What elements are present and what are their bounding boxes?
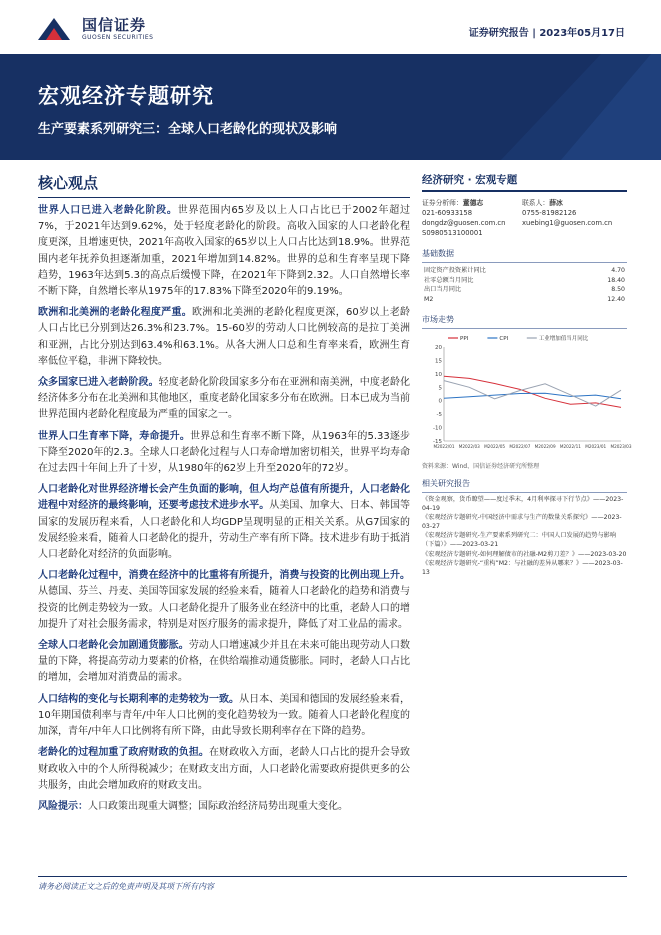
paragraph-body: 从日本、美国和德国的发展经验来看，10年期国债利率与青年/中年人口比例的变化趋势较为一致。随着人口老龄化程度的加深，青年/中年人口比例将有所下降，由此导致长期利率存在下降的趋势。 <box>38 693 411 738</box>
disclaimer: 请务必阅读正文之后的免责声明及其项下所有内容 <box>38 882 214 891</box>
paragraph-body: 劳动人口增速减少并且在未来可能出现劳动人口数量的下降，将提高劳动力要素的价格，在供给端推动通货膨胀。同时，老龄人口占比的增加，会增加对消费品的需求。 <box>38 640 411 684</box>
x-tick-label: M2022/07 <box>509 444 531 449</box>
market-trend-chart <box>422 331 632 459</box>
paragraph <box>38 745 410 794</box>
divider <box>422 262 627 263</box>
paragraph <box>38 568 410 633</box>
paragraph <box>38 429 410 478</box>
y-tick-label: 10 <box>435 371 442 378</box>
divider <box>38 876 627 877</box>
basic-data-label: 固定资产投资累计同比 <box>424 267 486 274</box>
logo-mark-icon <box>34 12 74 46</box>
legend-label: PPI <box>460 336 469 342</box>
related-report[interactable]: 《宏观经济专题研究-如何理解债市的社融-M2剪刀差？》——2023-03-20 <box>422 550 627 558</box>
analyst-name: 薛冰 <box>549 199 563 207</box>
paragraph <box>38 638 410 687</box>
trend-chart-svg <box>422 331 632 459</box>
paragraph-lead: 世界人口已进入老龄化阶段。 <box>38 205 178 216</box>
chart-source: 资料来源：Wind、国信证券经济研究所整理 <box>422 463 540 470</box>
related-report[interactable]: 《宏观经济专题研究-生产要素系列研究二：中国人口发展的趋势与影响（下篇）》——2023-03-21 <box>422 532 617 548</box>
related-report[interactable]: 《资金观察，货币瞭望——度过季末，4月利率探寻下行节点》——2023-04-19 <box>422 496 624 512</box>
report-meta <box>469 24 625 39</box>
paragraph <box>38 375 410 424</box>
basic-data-label: 出口当月同比 <box>424 286 462 293</box>
title-banner <box>0 54 661 160</box>
related-report[interactable]: 《宏观经济专题研究-“重构”M2：与社融的差异从哪来？》——2023-03-13 <box>422 560 623 576</box>
basic-data-table <box>422 266 627 304</box>
logo <box>34 12 214 46</box>
basic-data-row <box>422 266 627 276</box>
page-footer <box>38 876 627 892</box>
analyst-email[interactable]: xuebing1@guosen.com.cn <box>522 219 613 227</box>
series-line-0 <box>444 376 621 407</box>
analyst-info <box>422 198 627 238</box>
sidebar-title: 经济研究 · 宏观专题 <box>422 174 518 186</box>
y-tick-label: -15 <box>433 439 442 445</box>
report-type: 证券研究报告 <box>468 28 529 39</box>
basic-data-value: 4.70 <box>611 267 625 274</box>
x-tick-label: M2022/01 <box>433 444 455 449</box>
analyst-role: 证券分析师： <box>422 199 463 207</box>
analyst-phone: 0755-81982126 <box>522 209 577 217</box>
paragraph-lead: 欧洲和北美洲的老龄化程度严重。 <box>38 307 192 319</box>
paragraph <box>38 692 410 741</box>
analyst-name: 董德志 <box>462 199 484 207</box>
paragraph-body: 欧洲和北美洲的老龄化程度更深，60岁以上老龄人口占比已分别到达26.3%和23.7%。15-60岁的劳动人口比例较高的是拉丁美洲和亚洲，占比分别达到63.4%和63.1%。从各大洲人口总和生育率来看，欧洲生育率低位平稳，非洲下降较快。 <box>38 307 411 367</box>
page-title: 宏观经济专题研究 <box>38 84 214 108</box>
analyst <box>422 198 522 238</box>
y-tick-label: 0 <box>438 398 442 405</box>
core-views <box>38 172 410 820</box>
analyst-cert: S0980513100001 <box>422 229 483 237</box>
legend-label: 工业增加值当月同比 <box>538 336 589 342</box>
basic-data-row <box>422 295 627 305</box>
divider <box>422 492 627 493</box>
sidebar <box>422 172 632 578</box>
market-trend-title: 市场走势 <box>422 315 454 324</box>
x-tick-label: M2023/03 <box>610 444 632 449</box>
basic-data-row <box>422 285 627 295</box>
paragraph-body: 世界范围内65岁及以上人口占比已于2002年超过7%，于2021年达到9.62%，处于轻度老龄化的阶段。高收入国家的人口老龄化程度更深，且增速更快，2021年高收入国家的65岁以上人口占比达到18.9%。世界范围内老年抚养负担逐渐加重，2021年增加到14.82%。世界的总和生育率呈现下降趋势，1963年达到5.3的高点后缓慢下降，在2021年下降到2.32。人口自然增长率不断下降，自然增长率从1975年的17.83%下降至2020年的9.19%。 <box>38 205 410 298</box>
related-reports-title: 相关研究报告 <box>422 479 470 488</box>
divider <box>38 197 410 198</box>
paragraph-lead: 全球人口老龄化会加剧通货膨胀。 <box>38 640 189 652</box>
divider <box>422 328 627 329</box>
risk-lead: 风险提示： <box>38 800 88 812</box>
y-tick-label: -10 <box>433 425 442 432</box>
paragraph-lead: 老龄化的过程加重了政府财政的负担。 <box>38 747 209 759</box>
paragraph-body: 从德国、芬兰、丹麦、美国等国家发展的经验来看，随着人口老龄化的趋势和消费与投资的比例走势较为一致。人口老龄化提升了服务业在经济中的比重，老龄人口的增加提升了对社会服务需求，特别是对医疗服务的需求提升，降低了对工业品的需求。 <box>38 586 410 630</box>
paragraph <box>38 305 410 370</box>
x-tick-label: M2022/11 <box>559 444 581 449</box>
report-date: 2023年05月17日 <box>539 28 625 39</box>
y-tick-label: 15 <box>435 358 442 365</box>
analyst-phone: 021-60933158 <box>422 209 473 217</box>
x-tick-label: M2022/03 <box>458 444 480 449</box>
banner-decoration-icon <box>461 54 661 160</box>
y-tick-label: -5 <box>436 412 442 419</box>
basic-data-label: 社零总额当月同比 <box>424 276 474 284</box>
paragraph-lead: 世界人口生育率下降，寿命提升。 <box>38 430 190 442</box>
paragraph-body: 从美国、加拿大、日本、韩国等国家的发展历程来看，人口老龄化和人均GDP呈现明显的正相关关系。从G7国家的发展经验来看，随着人口老龄化的提升，劳动生产率有所下降。技术进步有助于抵消人口老龄化对经济的负面影响。 <box>38 500 411 561</box>
paragraph-lead: 人口结构的变化与长期利率的走势较为一致。 <box>38 693 240 705</box>
y-tick-label: 5 <box>438 385 442 392</box>
section-title: 核心观点 <box>38 174 99 192</box>
x-tick-label: M2023/01 <box>585 444 607 449</box>
analyst-email[interactable]: dongdz@guosen.com.cn <box>422 219 506 227</box>
basic-data-value: 18.40 <box>607 276 625 284</box>
risk-warning <box>38 799 410 815</box>
divider <box>422 190 627 192</box>
basic-data-row <box>422 276 627 286</box>
x-tick-label: M2022/05 <box>484 444 506 449</box>
y-tick-label: 20 <box>435 345 442 351</box>
basic-data-value: 12.40 <box>607 295 625 303</box>
paragraph <box>38 203 410 300</box>
basic-data-value: 8.50 <box>611 286 625 293</box>
basic-data-label: M2 <box>424 295 434 303</box>
risk-body: 人口政策出现重大调整；国际政治经济局势出现重大变化。 <box>88 800 348 812</box>
logo-text: 国信证券 <box>82 16 147 34</box>
related-report[interactable]: 《宏观经济专题研究-中国经济中需求与生产的数量关系探究》——2023-03-27 <box>422 514 622 530</box>
paragraph <box>38 482 410 563</box>
paragraph-lead: 人口老龄化对世界经济增长会产生负面的影响，但人均产总值有所提升，人口老龄化进程中对经济的最终影响，还要考虑技术进步水平。 <box>38 484 410 512</box>
logo-subtext: GUOSEN SECURITIES <box>82 34 154 41</box>
analyst-role: 联系人： <box>522 199 550 207</box>
paragraph-body: 在财政收入方面，老龄人口占比的提升会导致财政收入中的个人所得税减少；在财政支出方面，人口老龄化需要政府提供更多的公共服务，由此会增加政府的财政支出。 <box>38 747 411 791</box>
legend-label: CPI <box>499 336 509 342</box>
x-tick-label: M2022/09 <box>534 444 556 449</box>
page-subtitle: 生产要素系列研究三：全球人口老龄化的现状及影响 <box>38 122 338 137</box>
paragraph-body: 轻度老龄化阶段国家多分布在亚洲和南美洲，中度老龄化经济体多分布在北美洲和其他地区，重度老龄化国家多分布在欧洲。日本已成为当前世界范围内老龄化程度最为严重的国家之一。 <box>38 377 411 421</box>
paragraph-lead: 众多国家已进入老龄阶段。 <box>38 377 159 389</box>
analyst <box>522 198 622 238</box>
paragraph-body: 世界总和生育率不断下降，从1963年的5.33逐步下降至2020年的2.3。全球人口老龄化过程与人口寿命增加密切相关，世界平均寿命在过去四十年间上升了十岁，从1980年的62岁上升至2020年的72岁。 <box>38 430 411 475</box>
paragraph-lead: 人口老龄化过程中，消费在经济中的比重将有所提升，消费与投资的比例出现上升。 <box>38 570 410 582</box>
related-reports-list <box>422 496 627 577</box>
page-header <box>0 0 661 54</box>
separator: | <box>532 28 540 39</box>
basic-data-title: 基础数据 <box>422 249 454 258</box>
